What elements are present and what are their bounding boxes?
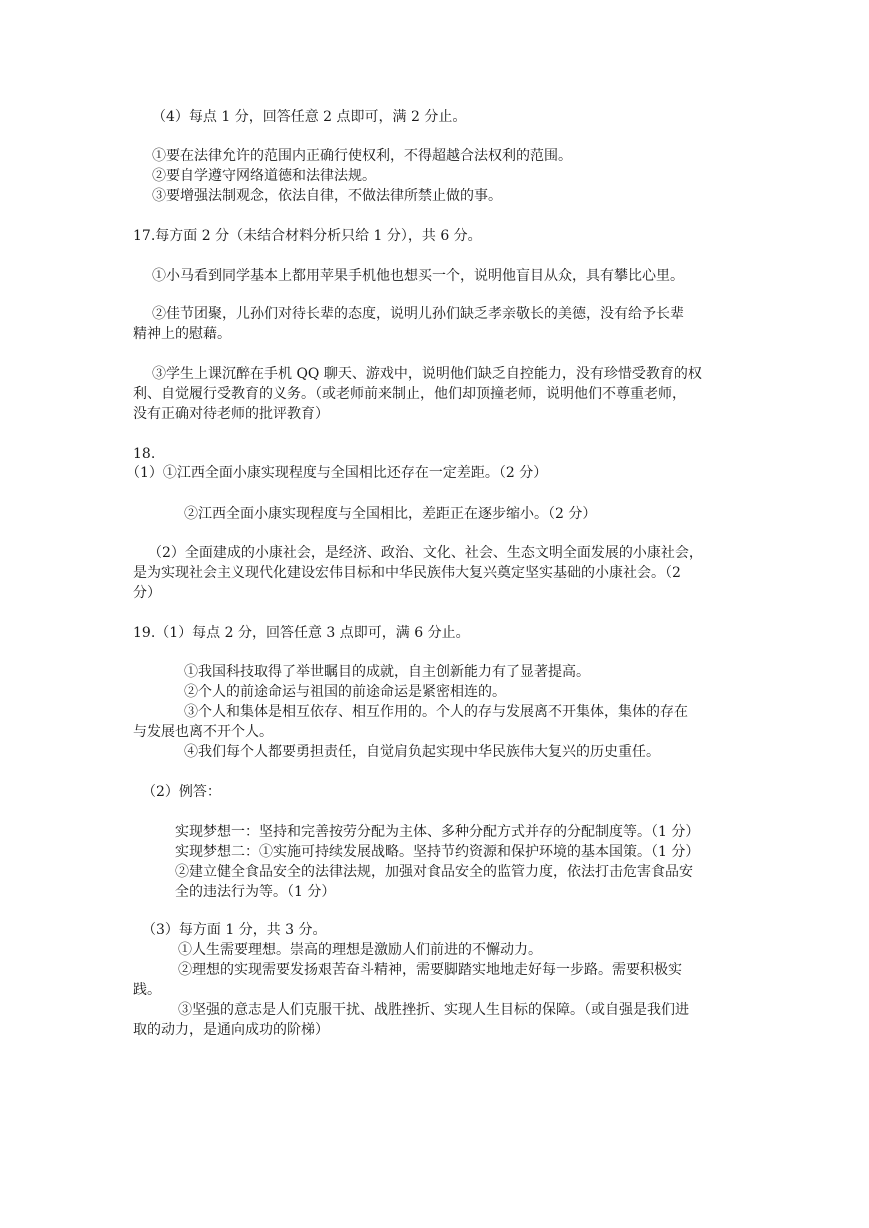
q19-3-point-1: ①人生需要理想。崇高的理想是激励人们前进的不懈动力。 (178, 942, 542, 958)
q19-2-heading: （2）例答： (142, 784, 221, 800)
q19-1-point-2: ②个人的前途命运与祖国的前途命运是紧密相连的。 (184, 684, 506, 700)
q19-2-line-1: 实现梦想一：坚持和完善按劳分配为主体、多种分配方式并存的分配制度等。（1 分） (175, 824, 700, 840)
q16-4-point-3: ③要增强法制观念，依法自律，不做法律所禁止做的事。 (152, 188, 502, 204)
q17-heading: 17.每方面 2 分（未结合材料分析只给 1 分），共 6 分。 (133, 228, 482, 244)
q16-4-point-2: ②要自学遵守网络道德和法律法规。 (152, 168, 376, 184)
q17-point-3-line-1: ③学生上课沉醉在手机 QQ 聊天、游戏中，说明他们缺乏自控能力，没有珍惜受教育的权 (152, 366, 702, 382)
q16-4-heading: （4）每点 1 分，回答任意 2 点即可，满 2 分止。 (152, 109, 467, 125)
q19-3-point-2-line-1: ②理想的实现需要发扬艰苦奋斗精神，需要脚踏实地地走好每一步路。需要积极实 (178, 962, 682, 978)
q17-point-1: ①小马看到同学基本上都用苹果手机他也想买一个，说明他盲目从众，具有攀比心里。 (152, 268, 684, 284)
q19-1-point-3-line-2: 与发展也离不开个人。 (133, 724, 273, 740)
q19-3-point-3-line-1: ③坚强的意志是人们克服干扰、战胜挫折、实现人生目标的保障。（或自强是我们进 (178, 1002, 689, 1018)
q17-point-2-line-2: 精神上的慰藉。 (133, 326, 231, 342)
q19-1-point-3-line-1: ③个人和集体是相互依存、相互作用的。个人的存与发展离不开集体，集体的存在 (184, 704, 688, 720)
q18-2-line-2: 是为实现社会主义现代化建设宏伟目标和中华民族伟大复兴奠定坚实基础的小康社会。（2 (133, 565, 681, 581)
q18-1-a: （1）①江西全面小康实现程度与全国相比还存在一定差距。（2 分） (126, 465, 548, 481)
q18-2-line-3: 分） (133, 585, 161, 601)
q19-3-point-2-line-2: 践。 (133, 982, 161, 998)
q19-1-heading: 19.（1）每点 2 分，回答任意 3 点即可，满 6 分止。 (133, 625, 470, 641)
q17-point-2-line-1: ②佳节团聚，儿孙们对待长辈的态度，说明儿孙们缺乏孝亲敬长的美德，没有给予长辈 (152, 306, 684, 322)
q17-point-3-line-3: 没有正确对待老师的批评教育） (133, 406, 329, 422)
q17-point-3-line-2: 利、自觉履行受教育的义务。（或老师前来制止，他们却顶撞老师，说明他们不尊重老师， (133, 386, 686, 402)
q18-number: 18. (133, 446, 156, 462)
q19-2-line-2: 实现梦想二：①实施可持续发展战略。坚持节约资源和保护环境的基本国策。（1 分） (175, 844, 700, 860)
q16-4-point-1: ①要在法律允许的范围内正确行使权利，不得超越合法权利的范围。 (152, 148, 572, 164)
q19-1-point-4: ④我们每个人都要勇担责任，自觉肩负起实现中华民族伟大复兴的历史重任。 (184, 744, 660, 760)
q19-2-line-4: 全的违法行为等。（1 分） (175, 884, 336, 900)
q18-1-b: ②江西全面小康实现程度与全国相比，差距正在逐步缩小。（2 分） (184, 506, 597, 522)
q18-2-line-1: （2）全面建成的小康社会，是经济、政治、文化、社会、生态文明全面发展的小康社会， (148, 545, 703, 561)
q19-1-point-1: ①我国科技取得了举世瞩目的成就，自主创新能力有了显著提高。 (184, 664, 590, 680)
q19-3-heading: （3）每方面 1 分，共 3 分。 (142, 922, 327, 938)
q19-3-point-3-line-2: 取的动力，是通向成功的阶梯） (133, 1022, 329, 1038)
q19-2-line-3: ②建立健全食品安全的法律法规，加强对食品安全的监管力度，依法打击危害食品安 (175, 864, 693, 880)
